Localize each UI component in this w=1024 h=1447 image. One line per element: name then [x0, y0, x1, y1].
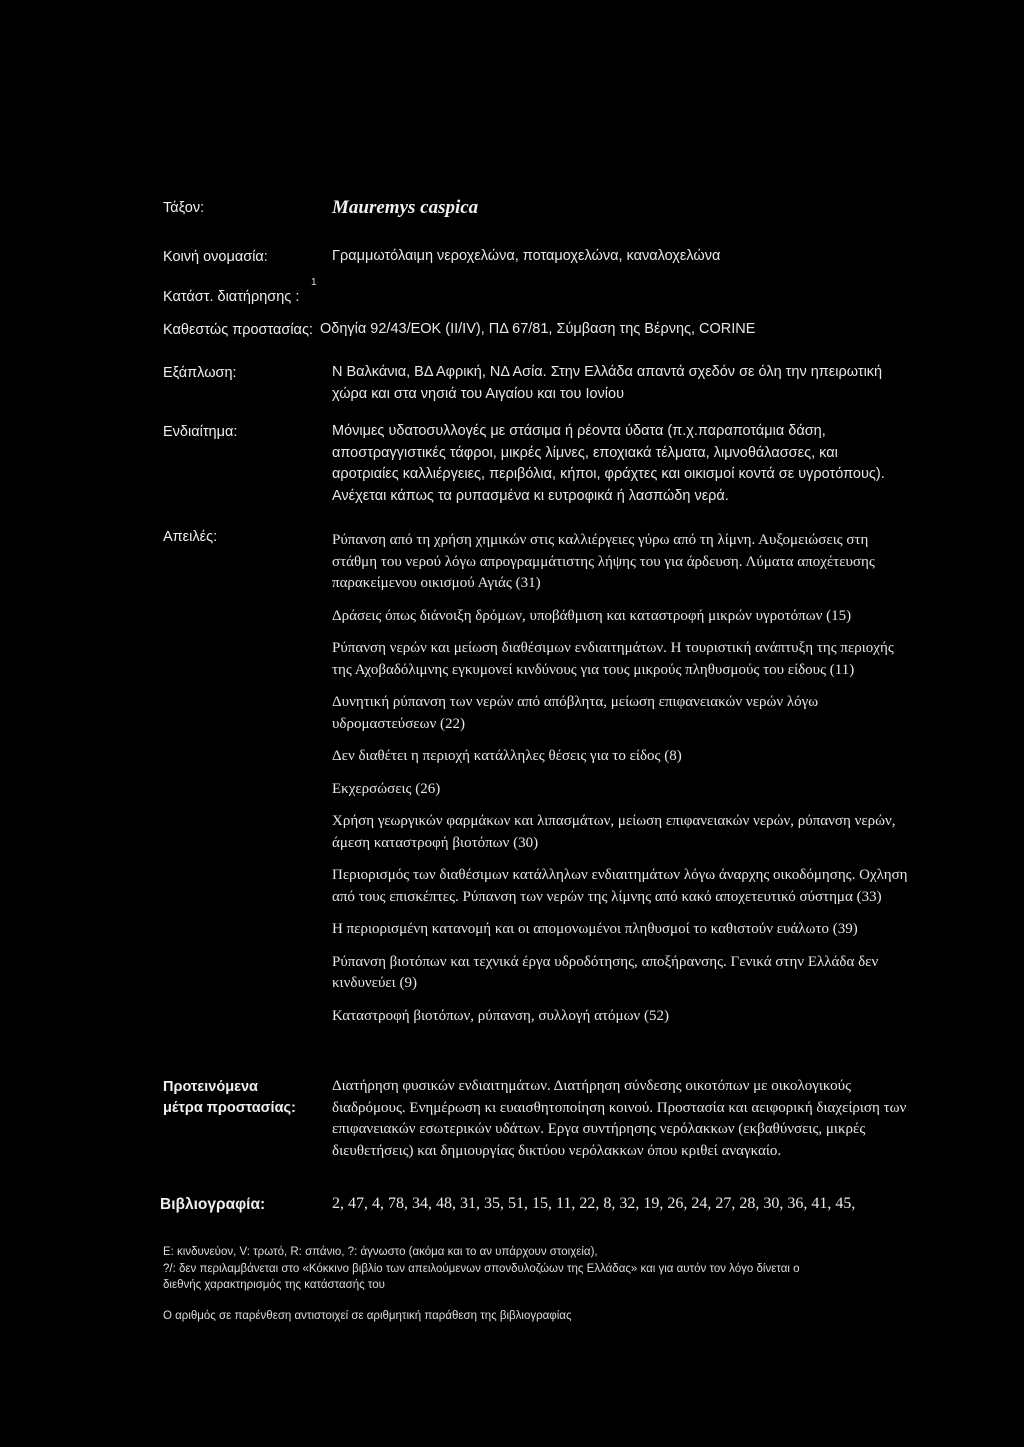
footnote-red-book: ?/: δεν περιλαμβάνεται στο «Κόκκινο βιβλίο των απειλούμενων σπονδυλοζώων της Ελλάδας» και για αυτόν τον λόγο δίνεται ο διεθνής χαρακτηρισμός της κατάστασής του: [163, 1263, 800, 1291]
threat-item: Δυνητική ρύπανση των νερών από απόβλητα, μείωση επιφανειακών νερών λόγω υδρομαστεύσεων (22): [332, 694, 819, 732]
protection-regime-value: Οδηγία 92/43/ΕΟΚ (II/IV), ΠΔ 67/81, Σύμβαση της Βέρνης, CORINE: [320, 321, 756, 337]
threat-item: Ρύπανση νερών και μείωση διαθέσιμων ενδιαιτημάτων. Η τουριστική ανάπτυξη της περιοχής της Αχοβαδόλιμνης εγκυμονεί κινδύνους για τους μικρούς πληθυσμούς του είδους (11): [332, 640, 894, 678]
measures-value: Διατήρηση φυσικών ενδιαιτημάτων. Διατήρηση σύνδεσης οικοτόπων με οικολογικούς διαδρόμους. Ενημέρωση κι ευαισθητοποίηση κοινού. Προστασία και αειφορική διαχείριση των επιφανειακών εσωτερικών υδάτων. Εργα συντήρησης νερόλακκων (εκβαθύνσεις, μικρές διευθετήσεις) και δημιουργίας δικτύου νερόλακκων όπου κριθεί αναγκαίο.: [332, 1078, 907, 1159]
bibliography-label: Βιβλιογραφία:: [160, 1196, 266, 1213]
threat-item: Δράσεις όπως διάνοιξη δρόμων, υποβάθμιση και καταστροφή μικρών υγροτόπων (15): [332, 607, 852, 624]
threat-item: Ρύπανση βιοτόπων και τεχνικά έργα υδροδότησης, αποξήρανσης. Γενικά στην Ελλάδα δεν κινδυνεύει (9): [332, 953, 879, 991]
threat-item: Χρήση γεωργικών φαρμάκων και λιπασμάτων, μείωση επιφανειακών νερών, ρύπανση νερών, άμεση καταστροφή βιοτόπων (30): [332, 813, 896, 851]
common-name-value: Γραμμωτόλαιμη νεροχελώνα, ποταμοχελώνα, καναλοχελώνα: [332, 248, 721, 264]
measures-label: [163, 1077, 296, 1119]
conservation-status-superscript: 1: [311, 277, 317, 288]
bibliography-value: 2, 47, 4, 78, 34, 48, 31, 35, 51, 15, 11, 22, 8, 32, 19, 26, 24, 27, 28, 30, 36, 41, 45,: [332, 1195, 856, 1212]
threat-item: Καταστροφή βιοτόπων, ρύπανση, συλλογή ατόμων (52): [332, 1007, 669, 1024]
threat-item: Ρύπανση από τη χρήση χημικών στις καλλιέργειες γύρω από τη λίμνη. Αυξομειώσεις στη στάθμη του νερού λόγω απρογραμμάτιστης λήψης του για άρδευση. Λύματα αποχέτευσης παρακείμενου οικισμού Αγιάς (31): [332, 532, 875, 591]
threat-item: Εκχερσώσεις (26): [332, 780, 441, 797]
threat-item: Δεν διαθέτει η περιοχή κατάλληλες θέσεις για το είδος (8): [332, 748, 682, 764]
threat-item: Περιορισμός των διαθέσιμων κατάλληλων ενδιαιτημάτων λόγω άναρχης οικοδόμησης. Οχληση από τους επισκέπτες. Ρύπανση των νερών της λίμνης από κακό αποχετευτικό σύστημα (33): [332, 867, 908, 905]
footnote-references: Ο αριθμός σε παρένθεση αντιστοιχεί σε αριθμητική παράθεση της βιβλιογραφίας: [163, 1310, 572, 1322]
threat-item: Η περιορισμένη κατανομή και οι απομονωμένοι πληθυσμοί το καθιστούν ευάλωτο (39): [332, 921, 858, 937]
common-name-label: Κοινή ονομασία:: [163, 249, 268, 265]
habitat-label: Ενδιαίτημα:: [163, 424, 238, 440]
species-name: Mauremys caspica: [332, 197, 479, 218]
taxon-label: Τάξον:: [163, 200, 205, 216]
footnote-legend: E: κινδυνεύον, V: τρωτό, R: σπάνιο, ?: άγνωστο (ακόμα και το αν υπάρχουν στοιχεία),: [163, 1246, 598, 1258]
protection-regime-label: Καθεστώς προστασίας:: [163, 322, 313, 338]
measures-label-line1: Προτεινόμενα: [163, 1079, 258, 1095]
conservation-status-label: Κατάστ. διατήρησης :: [163, 289, 300, 305]
distribution-label: Εξάπλωση:: [163, 365, 237, 381]
habitat-value: Μόνιμες υδατοσυλλογές με στάσιμα ή ρέοντα ύδατα (π.χ.παραποτάμια δάση, αποστραγγιστικές τάφροι, μικρές λίμνες, εποχιακά τέλματα, λιμνοθάλασσες, και αροτριαίες καλλιέργειες, περιβόλια, κήποι, φράχτες και οικισμοί κοντά σε υγροτόπους). Ανέχεται κάπως τα ρυπασμένα κι ευτροφικά ή λασπώδη νερά.: [332, 423, 885, 504]
threats-label: Απειλές:: [163, 529, 218, 545]
threats-list: [332, 530, 912, 1038]
measures-label-line2: μέτρα προστασίας:: [163, 1100, 296, 1116]
distribution-value: Ν Βαλκάνια, ΒΔ Αφρική, ΝΔ Ασία. Στην Ελλάδα απαντά σχεδόν σε όλη την ηπειρωτική χώρα και στα νησιά του Αιγαίου και του Ιονίου: [332, 364, 883, 402]
